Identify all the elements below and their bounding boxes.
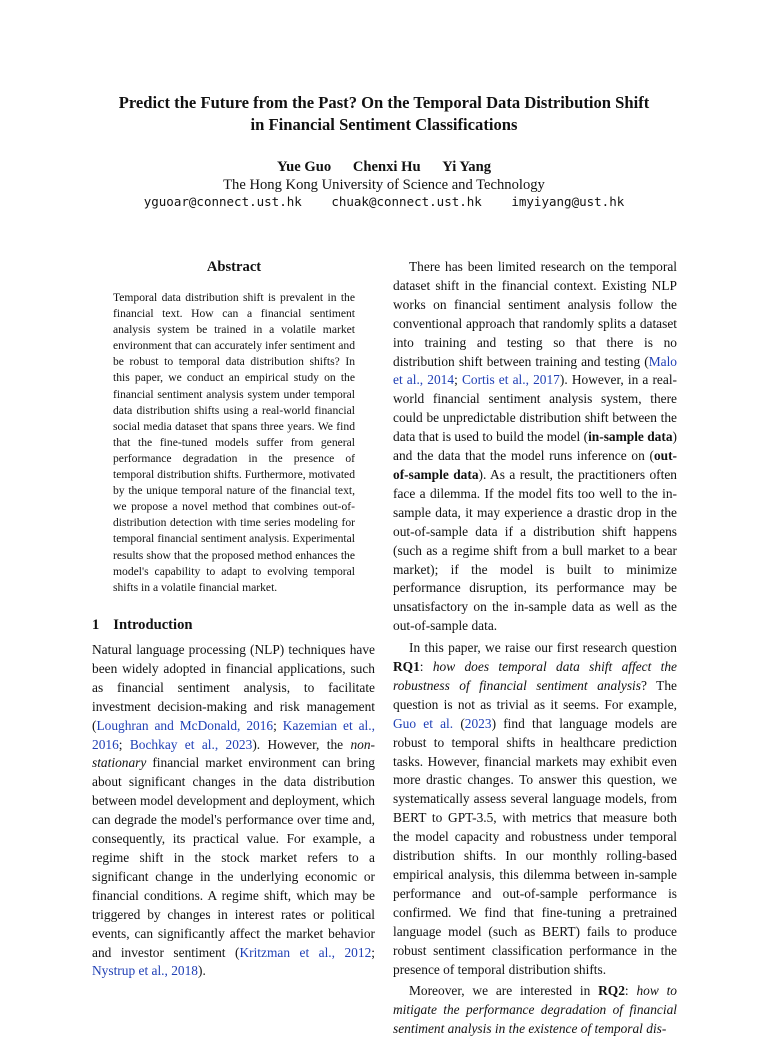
research-question-label: RQ1 (393, 659, 420, 675)
paragraph-text: ; (371, 944, 376, 960)
paragraph-text: ; (273, 717, 283, 733)
paragraph-text: ). However, in a real-world financial sentiment analysis system, there could be unpredictable distribution shift between the data that is used to build the model ( (393, 372, 677, 445)
citation-link[interactable]: Kazemian et al., 2016 (92, 717, 375, 752)
citation-link[interactable]: 2023 (464, 715, 492, 731)
bold-term: out-of-sample data (393, 448, 677, 482)
title-line-1: Predict the Future from the Past? On the Temporal Data Distribution Shift (118, 93, 650, 112)
title-line-2: in Financial Sentiment Classifications (250, 115, 518, 134)
emphasis-text: non-stationary (92, 736, 375, 771)
citation-link[interactable]: Nystrup et al., 2018 (92, 963, 198, 979)
right-column-body (393, 258, 677, 1039)
paragraph-text: In this paper, we raise our first research question (409, 640, 677, 656)
email-address: yguoar@connect.ust.hk (143, 194, 302, 209)
citation-link[interactable]: Bochkay et al., 2023 (129, 736, 253, 752)
left-column-body (92, 641, 375, 981)
paragraph-text: ) find that language models are robust to temporal shifts in healthcare prediction tasks. However, financial markets may exhibit even more drastic changes. To answer this question, we systematically assess several language models, from BERT to GPT-3.5, with metrics that measure both the model capacity and robustness under temporal distribution shifts. In our monthly rolling-based empirical analysis, this dilemma between in-sample performance and out-of-sample performance is confirmed. We find that fine-tuning a pretrained language model (such as BERT) fails to produce robust sentiment classification performance in the presence of temporal distribution shifts. (393, 715, 677, 977)
paragraph-text: ) and the data that the model runs inference on ( (393, 429, 677, 464)
paragraph (393, 639, 677, 979)
paragraph-text: ; (118, 736, 130, 752)
section-title: Introduction (113, 617, 193, 633)
citation-link[interactable]: Cortis et al., 2017 (461, 372, 560, 388)
paper-title (60, 92, 708, 136)
paragraph-text: ( (453, 715, 465, 731)
citation-link[interactable]: Malo et al., 2014 (393, 353, 677, 388)
abstract-heading: Abstract (206, 259, 262, 275)
citation-link[interactable]: Guo et al. (393, 715, 454, 731)
abstract-body: Temporal data distribution shift is prevalent in the financial text. How can a financial sentiment analysis system be trained in a volatile market environment that can accurately infer sentiment and be robust to temporal data distribution shifts? In this paper, we conduct an empirical study on the financial sentiment analysis system under temporal data distribution shifts using a real-world financial social media dataset that spans three years. We find that the fine-tuned models suffer from general performance degradation in the presence of temporal distribution shifts. Furthermore, motivated by the unique temporal nature of the financial text, we propose a novel method that combines out-of-distribution detection with time series modeling for temporal financial sentiment analysis. Experimental results show that the proposed method enhances the model's capability to adapt to evolving temporal shifts in a volatile financial market. (113, 291, 355, 594)
author-name: Chenxi Hu (352, 159, 421, 175)
paragraph-text: financial market environment can bring about significant changes in the data distribution between model development and deployment, which can degrade the model's performance over time and, consequently, its practical value. For example, a regime shift in the stock market refers to a significant change in the underlying economic or financial conditions. A regime shift, which may be triggered by changes in interest rates or political events, can significantly affect the market behavior and investor sentiment ( (92, 755, 375, 960)
author-name: Yue Guo (276, 159, 332, 175)
paragraph (92, 641, 375, 981)
paragraph-text: ). (198, 963, 206, 979)
section-heading (92, 616, 193, 634)
research-question-text: how to mitigate the performance degradation of financial sentiment analysis in the existence of temporal dis- (393, 983, 678, 1037)
paragraph (393, 982, 677, 1039)
email-address: imyiyang@ust.hk (511, 194, 625, 209)
paragraph (393, 258, 677, 636)
bold-term: in-sample data (588, 429, 673, 445)
paragraph-text: ). However, the (252, 736, 351, 752)
paragraph-text: ). As a result, the practitioners often face a dilemma. If the model fits too well to the in-sample data, it may experience a drastic drop in the out-of-sample data if a distribution shift happens (such as a regime shift from a bull market to a bear market); if the model is built to minimize performance disruption, its performance may be unsatisfactory on the in-sample data as well as the out-of-sample data. (393, 466, 677, 634)
paragraph-text: Natural language processing (NLP) techniques have been widely adopted in financial applications, such as financial sentiment analysis, to facilitate investment decision-making and risk management ( (92, 642, 375, 733)
paragraph-text: ; (454, 372, 462, 388)
paragraph-text: ? The question is not as trivial as it seems. For example, (393, 677, 677, 712)
section-number: 1 (92, 617, 100, 633)
citation-link[interactable]: Kritzman et al., 2012 (239, 944, 372, 960)
author-name: Yi Yang (442, 159, 492, 175)
email-list (0, 194, 768, 210)
affiliation: The Hong Kong University of Science and Technology (223, 177, 545, 193)
email-address: chuak@connect.ust.hk (331, 194, 482, 209)
paragraph-text: Moreover, we are interested in (409, 983, 599, 999)
author-list (0, 158, 768, 176)
research-question-label: RQ2 (598, 983, 625, 999)
paragraph-text: There has been limited research on the temporal dataset shift in the financial context. Existing NLP works on financial sentiment analysis follow the conventional approach that randomly splits a dataset into training and testing so that there is no distribution shift between training and testing ( (393, 259, 677, 369)
citation-link[interactable]: Loughran and McDonald, 2016 (96, 717, 274, 733)
paragraph-text: : (624, 983, 637, 999)
paragraph-text: : (419, 659, 433, 675)
research-question-text: how does temporal data shift affect the robustness of financial sentiment analysis (393, 659, 677, 693)
